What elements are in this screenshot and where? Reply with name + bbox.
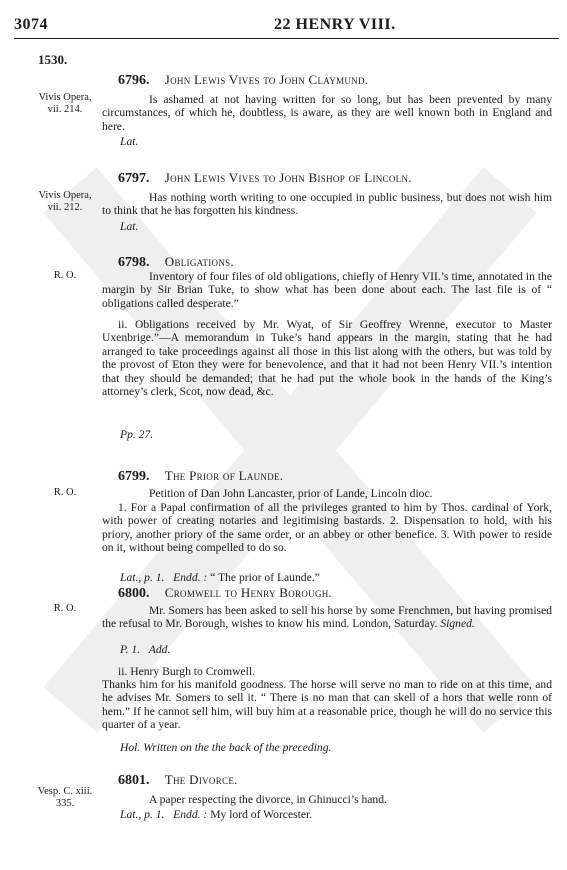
entry-heading — [118, 254, 234, 271]
sub-entry-title: ii. Henry Burgh to Cromwell. — [118, 665, 255, 678]
margin-reference: R. O. — [53, 487, 77, 498]
margin-reference: R. O. — [53, 603, 77, 614]
entry-title: Cromwell to Henry Borough. — [164, 585, 333, 600]
endorsement-note: Lat., p. 1. Endd. : “ The prior of Launde.” — [120, 571, 320, 584]
entry-title: Obligations. — [164, 254, 234, 269]
language-note: Lat. — [120, 220, 139, 233]
entry-number: 6796. — [118, 73, 150, 88]
running-title: 22 HENRY VIII. — [274, 16, 396, 33]
entry-title: The Divorce. — [164, 772, 238, 787]
language-note: Lat. — [120, 135, 139, 148]
entry-number: 6798. — [118, 255, 150, 270]
entry-heading — [118, 170, 412, 187]
entry-text-items: 1. For a Papal confirmation of all the privileges granted to him by Thos. cardinal of York, with power of creating notaries and legitimising bastards. 2. Dispensation to hold, with his priory, another priory of the same order, or an abbey or other benefice. 3. With power to reside on it, without being compelled to do so. — [102, 501, 552, 555]
entry-heading — [118, 72, 368, 89]
entry-heading — [118, 468, 283, 485]
entry-heading — [118, 585, 332, 602]
entry-text: A paper respecting the divorce, in Ghinucci’s hand. — [149, 793, 387, 806]
entry-number: 6797. — [118, 171, 150, 186]
entry-number: 6799. — [118, 469, 150, 484]
entry-text: Mr. Somers has been asked to sell his horse by some Frenchmen, but having promised the refusal to Mr. Borough, wishes to know his mind. London, Saturday. Signed. — [102, 604, 552, 631]
entry-text: Has nothing worth writing to one occupied in public business, but does not wish him to think that he has forgotten his kindness. — [102, 191, 552, 218]
entry-text: Petition of Dan John Lancaster, prior of Lande, Lincoln dioc. — [149, 487, 433, 500]
margin-reference: R. O. — [53, 270, 77, 281]
entry-text: Is ashamed at not having written for so long, but has been prevented by many circumstances, of which he, doubtless, is aware, as they are well known both in England and here. — [102, 93, 552, 133]
endorsement-note: Lat., p. 1. Endd. : My lord of Worcester. — [120, 808, 313, 821]
entry-text-ii: ii. Obligations received by Mr. Wyat, of Sir Geoffrey Wrenne, executor to Master Uxenbrige.”—A memorandum in Tuke’s hand appears in the margin, stating that he had arranged to take proceedings against all those in this list along with the others, but was told by the provost of Eton they were for benevolence, and that it had not been Henry VII.’s intention that they should be demanded; that he had put the whole book in the hands of the King’s attorney’s clerk, Scot, now dead, &c. — [102, 318, 552, 399]
entry-title: John Lewis Vives to John Bishop of Lincoln. — [164, 170, 412, 185]
year-label: 1530. — [38, 52, 68, 67]
margin-reference: Vivis Opera, vii. 212. — [38, 190, 92, 213]
entry-text: Inventory of four files of old obligations, chiefly of Henry VII.’s time, annotated in the margin by Sir Brian Tuke, to show what has been done about each. The last file is of “ obligations called desperate.” — [102, 270, 552, 310]
margin-reference: Vivis Opera, vii. 214. — [38, 92, 92, 115]
watermark-cross — [30, 150, 550, 750]
page-number: 3074 — [14, 16, 48, 33]
signed-note: Signed. — [440, 617, 475, 631]
holograph-note: Hol. Written on the the back of the preceding. — [120, 741, 332, 754]
address-note: P. 1. Add. — [120, 643, 171, 656]
entry-number: 6800. — [118, 586, 150, 601]
entry-title: John Lewis Vives to John Claymund. — [164, 72, 369, 87]
margin-reference: Vesp. C. xiii. 335. — [37, 786, 93, 809]
page-header — [14, 8, 559, 39]
entry-title: The Prior of Launde. — [164, 468, 284, 483]
entry-heading — [118, 772, 238, 789]
entry-text-ii: Thanks him for his manifold goodness. The horse will serve no man to ride on at this time, and he advises Mr. Somers to sell it. “ There is no man that can skell of a hors that welle ronn of hem.” If he cannot sell him, will buy him at a reasonable price, though he will do no service this quarter of a year. — [102, 678, 552, 732]
pages-note: Pp. 27. — [120, 428, 154, 441]
entry-number: 6801. — [118, 773, 150, 788]
